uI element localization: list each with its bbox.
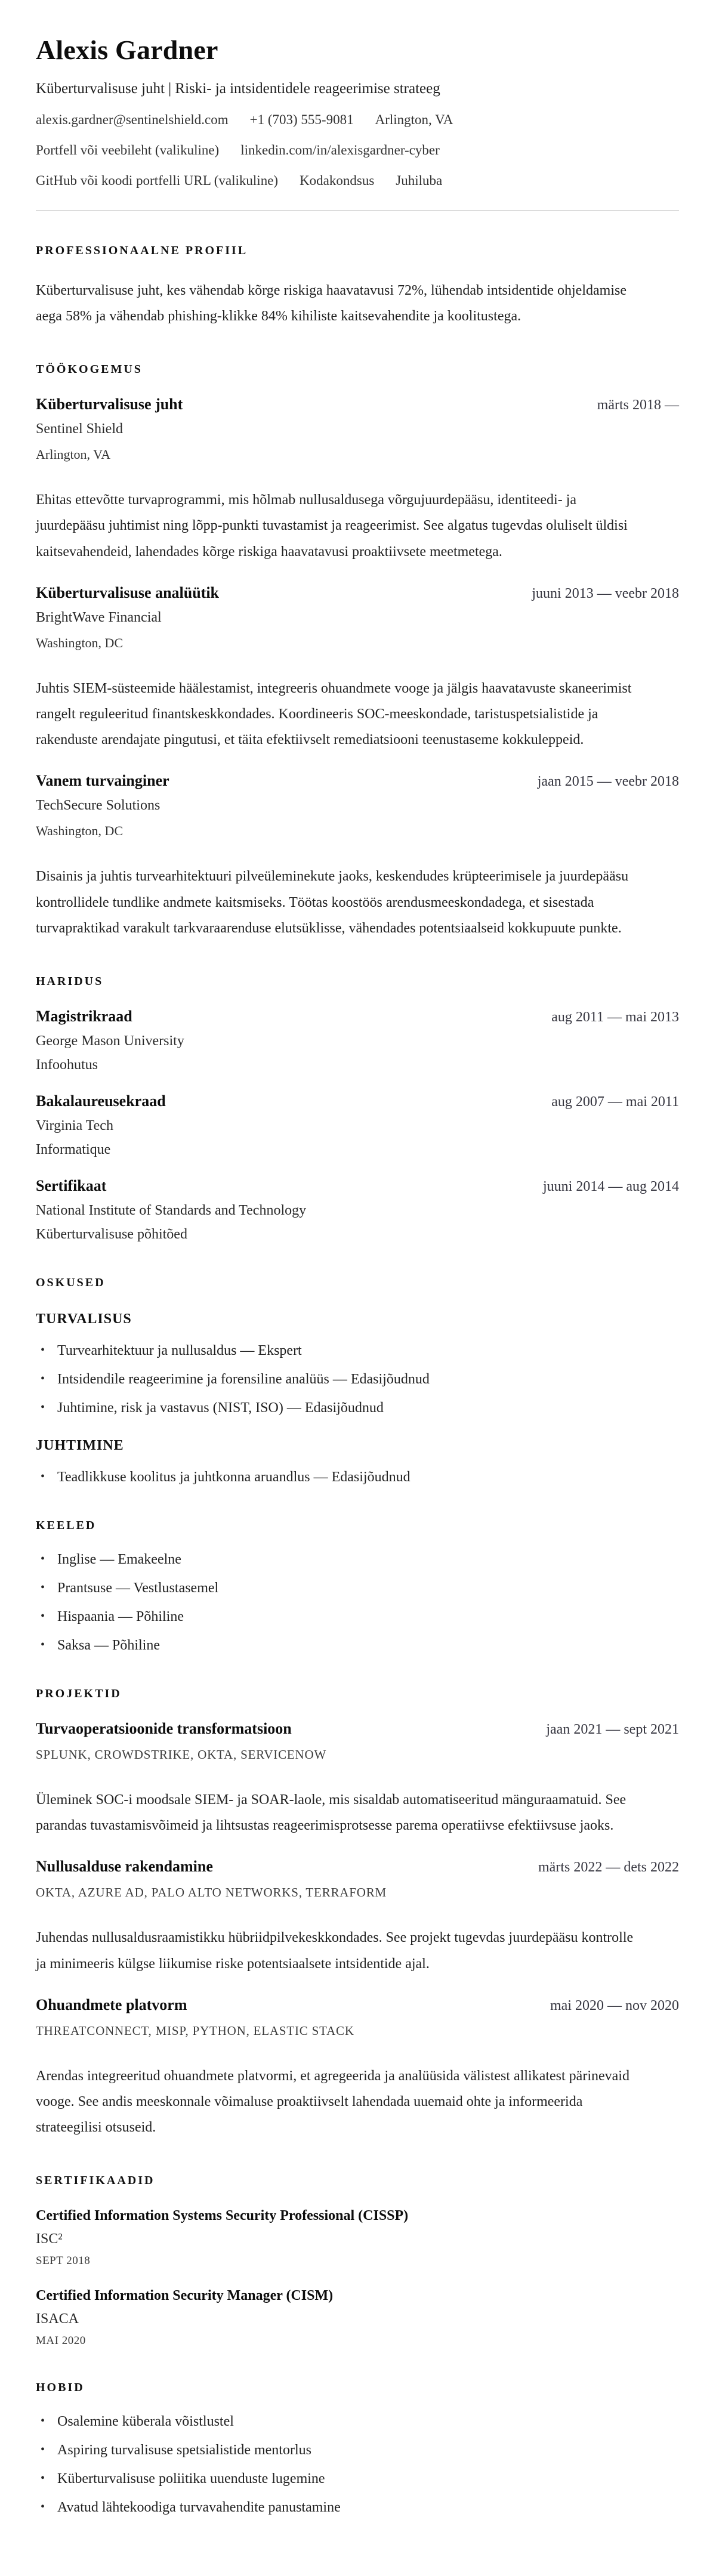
job-company: BrightWave Financial xyxy=(36,609,162,625)
project-title: Nullusalduse rakendamine xyxy=(36,1858,213,1876)
contact-drivers-license: Juhiluba xyxy=(396,172,443,188)
skills-list xyxy=(36,1343,679,1416)
section-experience xyxy=(36,363,679,941)
language-item: • Saksa — Põhiline xyxy=(36,1638,679,1654)
section-skills xyxy=(36,1276,679,1485)
contact-portfolio-label: Portfell või veebileht (valikuline) xyxy=(36,142,220,157)
job-title: Küberturvalisuse analüütik xyxy=(36,583,220,601)
certification-date: SEPT 2018 xyxy=(36,2254,91,2268)
contact-location: Arlington, VA xyxy=(375,112,453,127)
section-certifications xyxy=(36,2174,679,2348)
section-heading-certifications: SERTIFIKAADID xyxy=(36,2174,155,2188)
certification-entry xyxy=(36,2208,679,2268)
job-title: Küberturvalisuse juht xyxy=(36,396,183,413)
resume-header xyxy=(36,35,679,211)
project-title: Turvaoperatsioonide transformatsioon xyxy=(36,1719,292,1737)
degree-title: Magistrikraad xyxy=(36,1007,132,1025)
contact-citizenship: Kodakondsus xyxy=(300,172,375,188)
section-heading-skills: OSKUSED xyxy=(36,1275,106,1289)
header-divider xyxy=(36,210,679,211)
contact-linkedin: linkedin.com/in/alexisgardner-cyber xyxy=(240,142,440,157)
section-heading-education: HARIDUS xyxy=(36,974,104,988)
section-profile xyxy=(36,244,679,329)
hobby-item: • Küberturvalisuse poliitika uuenduste lugemine xyxy=(36,2471,679,2487)
certification-name: Certified Information Systems Security Professional (CISSP) xyxy=(36,2208,409,2224)
education-entry xyxy=(36,1177,679,1243)
contact-email: alexis.gardner@sentinelshield.com xyxy=(36,112,229,127)
project-tools: THREATCONNECT, MISP, PYTHON, ELASTIC STACK xyxy=(36,2023,354,2038)
job-title: Vanem turvainginer xyxy=(36,772,169,790)
hobby-item: • Aspiring turvalisuse spetsialistide mentorlus xyxy=(36,2442,679,2458)
language-item: • Prantsuse — Vestlustasemel xyxy=(36,1580,679,1596)
section-education xyxy=(36,975,679,1243)
section-heading-hobbies: HOBID xyxy=(36,2381,85,2395)
job-company: TechSecure Solutions xyxy=(36,798,161,814)
name-heading: Alexis Gardner xyxy=(36,35,218,65)
section-hobbies xyxy=(36,2381,679,2516)
education-entry xyxy=(36,1092,679,1158)
skills-group-heading: TURVALISUS xyxy=(36,1311,132,1327)
hobby-item: • Avatud lähtekoodiga turvavahendite panustamine xyxy=(36,2500,679,2516)
skills-group-heading: JUHTIMINE xyxy=(36,1437,124,1453)
language-item: • Hispaania — Põhiline xyxy=(36,1609,679,1625)
section-heading-experience: TÖÖKOGEMUS xyxy=(36,363,143,376)
project-entry xyxy=(36,1996,679,2141)
job-entry xyxy=(36,772,679,941)
school-name: National Institute of Standards and Technology xyxy=(36,1202,307,1218)
job-location: Washington, DC xyxy=(36,635,124,650)
skill-item: • Turvearhitektuur ja nullusaldus — Ekspert xyxy=(36,1343,679,1359)
job-location: Arlington, VA xyxy=(36,447,111,462)
contact-row-2 xyxy=(36,143,679,158)
section-projects xyxy=(36,1687,679,2141)
language-item: • Inglise — Emakeelne xyxy=(36,1552,679,1568)
job-description: Juhtis SIEM-süsteemide häälestamist, integreeris ohuandmete vooge ja jälgis haavatavuste skaneerimist rangelt reguleeritud finantskeskkondades. Koordineeris SOC-meeskondade, taristuspetsialistide ja rakenduste arendajate pingutusi, et täita efektiivselt remediatsiooni teenustaseme kokkuleppeid. xyxy=(36,680,632,748)
certification-entry xyxy=(36,2288,679,2348)
project-description: Juhendas nullusaldusraamistikku hübriidpilvekeskkondades. See projekt tugevdas juurdepääsu kontrolle ja minimeeris külgse liikumise riske potentsiaalsete intsidentide ajal. xyxy=(36,1930,634,1972)
job-entry xyxy=(36,396,679,565)
field-of-study: Infoohutus xyxy=(36,1057,98,1073)
skill-item: • Teadlikkuse koolitus ja juhtkonna aruandlus — Edasijõudnud xyxy=(36,1469,679,1485)
education-entry xyxy=(36,1008,679,1073)
job-description: Disainis ja juhtis turvearhitektuuri pilveüleminekute jaoks, keskendudes krüpteerimisele ja juurdepääsu kontrollidele tundlike andmete kaitsmiseks. Töötas koostöös arendusmeeskondadega, et sisestada turvapraktikad varakult tarkvaraarenduse elutsüklisse, vähendades potentsiaalseid kokkupuute punkte. xyxy=(36,869,629,936)
project-title: Ohuandmete platvorm xyxy=(36,1996,187,2013)
contact-row-1 xyxy=(36,112,679,128)
school-name: George Mason University xyxy=(36,1033,184,1049)
school-name: Virginia Tech xyxy=(36,1117,113,1133)
project-tools: SPLUNK, CROWDSTRIKE, OKTA, SERVICENOW xyxy=(36,1747,327,1762)
profile-text: Küberturvalisuse juht, kes vähendab kõrge riskiga haavatavusi 72%, lühendab intsidentide ohjeldamise aega 58% ja vähendab phishing-klikke 84% kihiliste kaitsevahendite ja koolitustega. xyxy=(36,282,626,325)
contact-phone: +1 (703) 555-9081 xyxy=(249,112,354,127)
tagline: Küberturvalisuse juht | Riski- ja intsidentidele reageerimise strateeg xyxy=(36,80,440,97)
section-heading-languages: KEELED xyxy=(36,1518,97,1532)
section-heading-projects: PROJEKTID xyxy=(36,1687,122,1700)
degree-dates: aug 2007 — mai 2011 xyxy=(551,1094,679,1110)
job-dates: jaan 2015 — veebr 2018 xyxy=(537,774,679,790)
project-description: Üleminek SOC-i moodsale SIEM- ja SOAR-laole, mis sisaldab automatiseeritud mänguraamatuid. See parandas tuvastamisvõimeid ja lihtsustas reageerimisprotsesse parema operatiivse efektiivsuse jaoks. xyxy=(36,1792,626,1834)
degree-dates: juuni 2014 — aug 2014 xyxy=(543,1178,679,1194)
project-dates: jaan 2021 — sept 2021 xyxy=(546,1721,679,1737)
skills-list xyxy=(36,1469,679,1485)
skill-item: • Juhtimine, risk ja vastavus (NIST, ISO) — Edasijõudnud xyxy=(36,1400,679,1416)
degree-title: Sertifikaat xyxy=(36,1176,107,1194)
job-dates: juuni 2013 — veebr 2018 xyxy=(532,585,679,601)
hobbies-list xyxy=(36,2414,679,2516)
job-entry xyxy=(36,584,679,753)
contact-row-3 xyxy=(36,173,679,189)
job-dates: märts 2018 — xyxy=(597,397,679,413)
contact-github-label: GitHub või koodi portfelli URL (valikuline) xyxy=(36,172,279,188)
certification-date: MAI 2020 xyxy=(36,2334,86,2348)
project-dates: märts 2022 — dets 2022 xyxy=(538,1860,679,1876)
job-location: Washington, DC xyxy=(36,823,124,839)
certification-issuer: ISACA xyxy=(36,2311,79,2327)
project-entry xyxy=(36,1858,679,1976)
project-tools: OKTA, AZURE AD, PALO ALTO NETWORKS, TERRAFORM xyxy=(36,1885,387,1900)
hobby-item: • Osalemine küberala võistlustel xyxy=(36,2414,679,2430)
section-languages xyxy=(36,1519,679,1654)
field-of-study: Informatique xyxy=(36,1141,111,1157)
job-company: Sentinel Shield xyxy=(36,421,123,437)
certification-issuer: ISC² xyxy=(36,2231,63,2247)
skill-item: • Intsidendile reageerimine ja forensiline analüüs — Edasijõudnud xyxy=(36,1372,679,1388)
certification-name: Certified Information Security Manager (CISM) xyxy=(36,2288,334,2304)
project-description: Arendas integreeritud ohuandmete platvormi, et agregeerida ja analüüsida välistest allikatest pärinevaid vooge. See andis meeskonnale võimaluse proaktiivselt lahendada uuemaid ohte ja informeerida strateegilisi otsuseid. xyxy=(36,2068,629,2136)
section-heading-profile: PROFESSIONAALNE PROFIIL xyxy=(36,243,248,257)
project-entry xyxy=(36,1720,679,1839)
languages-list xyxy=(36,1552,679,1654)
degree-title: Bakalaureusekraad xyxy=(36,1092,166,1110)
field-of-study: Küberturvalisuse põhitõed xyxy=(36,1226,187,1242)
degree-dates: aug 2011 — mai 2013 xyxy=(551,1009,679,1025)
job-description: Ehitas ettevõtte turvaprogrammi, mis hõlmab nullusaldusega võrgujuurdepääsu, identiteedi- ja juurdepääsu juhtimist ning lõpp-punkti tuvastamist ja reageerimist. See algatus tugevdas oluliselt üldisi kaitsevahendeid, lahendades kõrge riskiga haavatavusi proaktiivsete meetmetega. xyxy=(36,492,628,560)
project-dates: mai 2020 — nov 2020 xyxy=(550,1997,679,2013)
